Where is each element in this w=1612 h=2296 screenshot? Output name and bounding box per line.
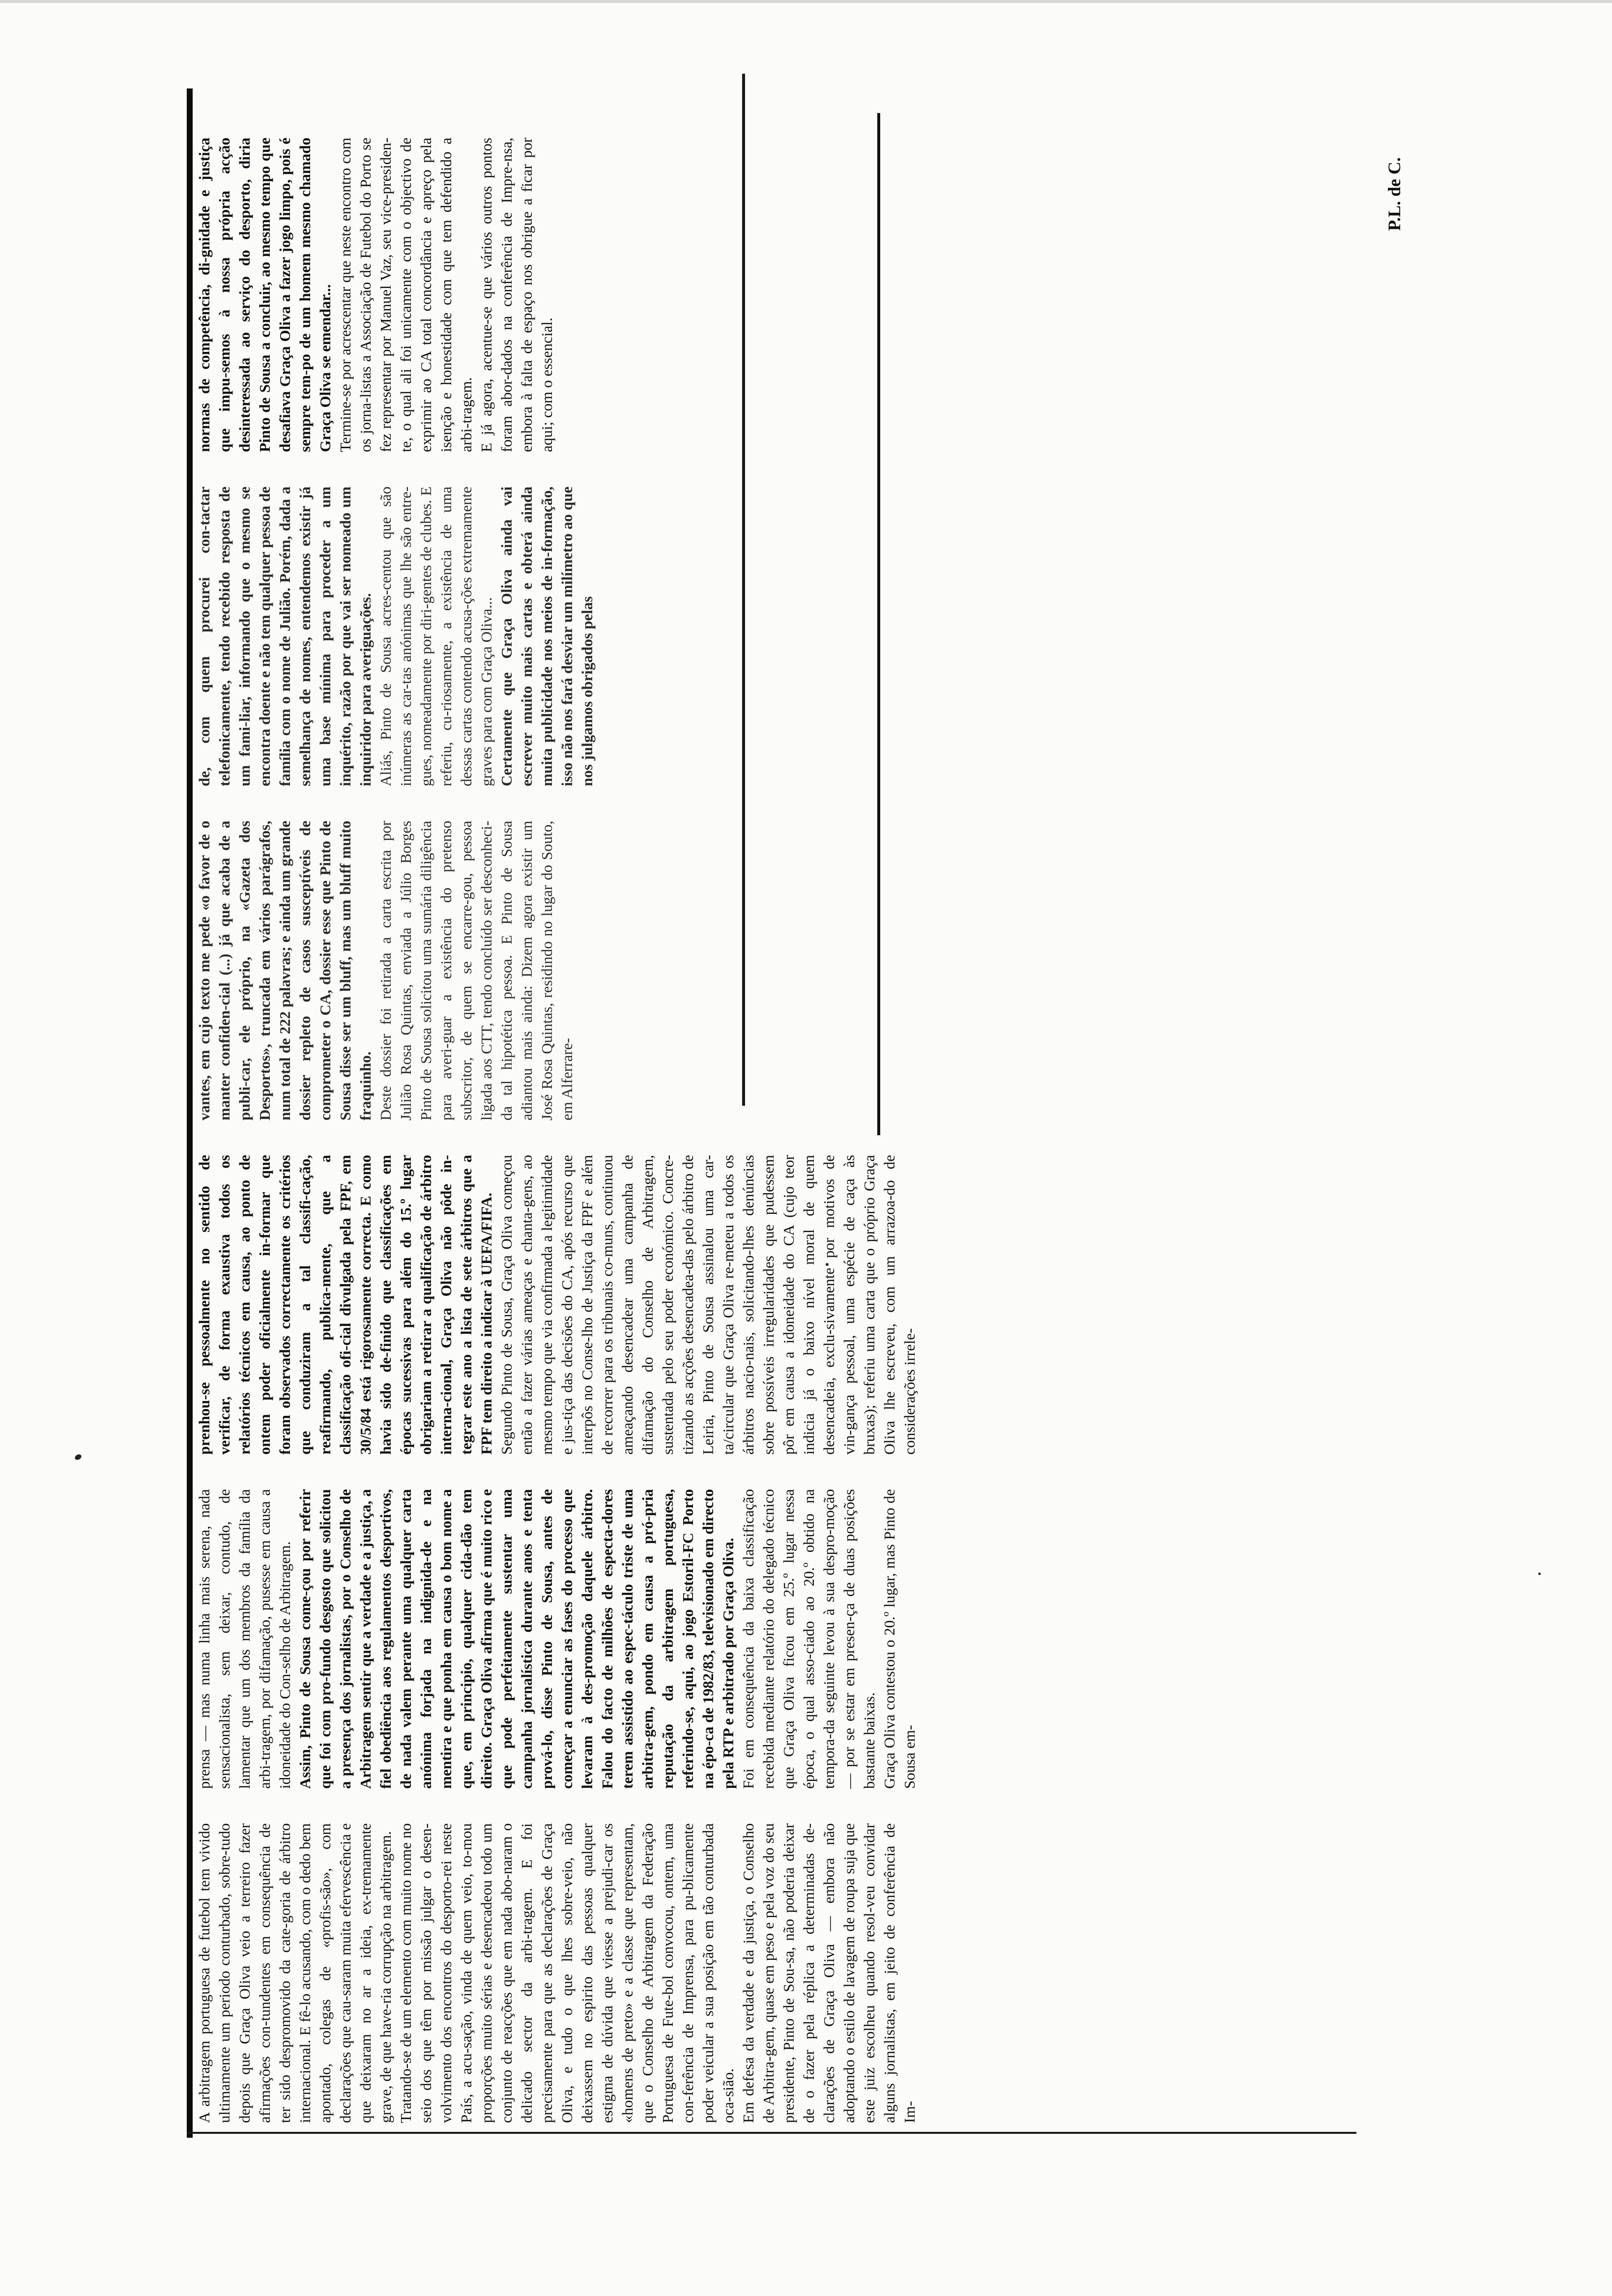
article-column-3 (194, 1155, 1492, 1455)
paragraph: vantes, em cujo texto me pede «o favor de o manter confiden-cial (...) já que acaba de a publi-car, ele próprio, na «Gazeta dos Desportos», truncada em vários parágrafos, num total de 222 palavras; e ainda um grande dossier repleto de casos susceptíveis de comprometer o CA, dossier esse que Pinto de Sousa disse ser um bluff, mas um bluff muito fraquinho. (196, 821, 374, 1120)
newspaper-article (194, 98, 1492, 2123)
paragraph: de, com quem procurei con-tactar telefonicamente, tendo recebido resposta de um fami-liar, informando que o mesmo se encontra doente e não tem qualquer pessoa de família com o nome de Julião. Porém, dada a semelhança de nomes, entendemos existir já uma base mínima para proceder a um inquérito, razão por que vai ser nomeado um inquiridor para averiguações. (196, 487, 374, 786)
paragraph: Foi em consequência da baixa classificação recebida mediante relatório do delegado técnico que Graça Oliva ficou em 25.º lugar nessa época, o qual asso-ciado ao 20.º obtido na tempora-da seguinte levou à sua despro-moção — por se estar em presen-ça de duas posições bastante baixas. (740, 1489, 878, 1789)
paragraph: Em defesa da verdade e da justiça, o Conselho de Arbitra-gem, quase em peso e pela voz do seu presidente, Pinto de Sou-sa, não poderia deixar de o fazer pela réplica a determinadas de-clarações de Graça Oliva — embora não adoptando o estilo de lavagem de roupa suja que este juiz escolheu quando resol-veu convidar alguns jornalistas, em jeito de conferência de Im- (740, 1823, 918, 2123)
paragraph: Tratando-se de um elemento com muito nome no seio dos que têm por missão julgar o desen-volvimento dos encontros do desporto-rei neste País, a acu-sação, vinda de quem veio, to-mou proporções muito sérias e desencadeou todo um conjunto de reacções que em nada abo-naram o delicado sector da arbi-tragem. E foi precisamente para que as declarações de Graça Oliva, e tudo o que lhes sobre-veio, não deixassem no espirito das pessoas qualquer estigma de dúvida que viesse a prejudi-car os «homens de preto» e a classe que representam, que o Conselho de Arbitragem da Federação Portuguesa de Fute-bol convocou, ontem, uma con-ferência de Imprensa, para pu-blicamente poder veicular a sua posição em tão conturbada oca-sião. (397, 1823, 737, 2123)
page-bottom-rule (187, 2132, 1356, 2134)
ink-speck (74, 1453, 82, 1461)
paragraph: Assim, Pinto de Sousa come-çou por referir que foi com pro-fundo desgosto que solicitou a presença dos jornalistas, por o Conselho de Arbitragem sentir que a verdade e a justiça, a fiel obediência aos regulamentos desportivos, de nada valem perante uma qualquer carta anónima forjada na indignida-de e na mentira e que ponha em causa o bom nome a que, em principio, qualquer cida-dão tem direito. Graça Oliva afirma que é muito rico e que pode perfeitamente sustentar uma campanha jornalística durante anos e tenta prová-lo, disse Pinto de Sousa, antes de começar a enunciar as fases do processo que levaram à des-promoção daquele árbitro. Falou do facto de milhões de especta-dores terem assistido ao espec-táculo triste de uma arbitra-gem, pondo em causa a pró-pria reputação da arbitragem portuguesa, referindo-se, aqui, ao jogo Estoril-FC Porto na épo-ca de 1982/83, televisionado em directo pela RTP e arbitrado por Graça Oliva. (296, 1489, 737, 1789)
paragraph: prenhou-se pessoalmente no sentido de verificar, de forma exaustiva todos os relatórios técnicos em causa, ao ponto de ontem poder oficialmente in-formar que foram observados correctamente os critérios que conduziram a tal classifi-cação, reafirmando, publica-mente, que a classificação ofi-cial divulgada pela FPF, em 30/5/84 está rigorosamente correcta. E como havia sido de-finido que classificações em épocas sucessivas para além do 15.º lugar obrigariam a retirar a qualificação de árbitro interna-cional, Graça Oliva não pôde in-tegrar este ano a lista de sete árbitros que a FPF tem direito a indicar à UEFA/FIFA. (196, 1155, 495, 1455)
paragraph: normas de competência, di-gnidade e justiça que impu-semos à nossa própria acção desinteressada ao serviço do desporto, diria Pinto de Sousa a concluir, ao mesmo tempo que desafiava Graça Oliva a fazer jogo limpo, pois é sempre tem-po de um homem mesmo chamado Graça Oliva se emendar... (196, 138, 334, 452)
paragraph: Aliás, Pinto de Sousa acres-centou que são inúmeras as car-tas anónimas que lhe são entre-gues, nomeadamente por diri-gentes de clubes. E referiu, cu-riosamente, a existência de uma dessas cartas contendo acusa-ções extremamente graves para com Graça Oliva... (377, 487, 495, 786)
paragraph: prensa — mas numa linha mais serena, nada sensacionalista, sem deixar, contudo, de lamentar que um dos membros da família da arbi-tragem, por difamação, pusesse em causa a idoneidade do Con-selho de Arbitragem. (196, 1489, 293, 1789)
scan-top-edge (0, 0, 1612, 3)
paragraph: A arbitragem portuguesa de futebol tem vivido ultimamente um periodo conturbado, sobre-tudo depois que Graça Oliva veio a terreiro fazer afirmações con-tundentes em consequência de ter sido despromovido da cate-goria de árbitro internacional. E fê-lo acusando, com o dedo bem apontado, colegas de «profis-são», com declarações que cau-saram muita efervescência e que deixaram no ar a ideia, ex-tremamente grave, de que have-ria corrupção na arbitragem. (196, 1823, 394, 2123)
article-column-4 (194, 821, 858, 1120)
paragraph: Deste dossier foi retirada a carta escrita por Julião Rosa Quintas, enviada a Júlio Borges Pinto de Sousa solicitou uma sumária diligência para averi-guar a existência do pretenso subscritor, de quem se encarre-gou, pessoa ligada aos CTT, tendo concluído ser desconheci-da tal hipotética pessoa. E Pinto de Sousa adiantou mais ainda: Dizem agora existir um José Rosa Quintas, residindo no lugar do Souto, em Alferrare- (377, 821, 576, 1120)
article-column-6 (194, 138, 858, 452)
paragraph: Segundo Pinto de Sousa, Graça Oliva começou então a fazer várias ameaças e chanta-gens, ao mesmo tempo que via confirmada a legitimidade e jus-tiça das decisões do CA, após recurso que interpôs no Conse-lho de Justiça da FPF e além de recorrer para os tribunais co-muns, continuou ameaçando desencadear uma campanha de difamação do Conselho de Arbitragem, sustentada pelo seu poder económico. Concre-tizando as acções desencadea-das pelo árbitro de Leiria, Pinto de Sousa assinalou uma car-ta/circular que Graça Oliva re-meteu a todos os árbitros nacio-nais, solicitando-lhes denúncias sobre possíveis irregularidades que pudessem pôr em causa a idoneidade do CA (cujo teor indicia já o baixo nível moral de quem desencadeia, exclu-sivamente por motivos de vin-gança pessoal, uma espécie de caça às bruxas); referiu uma carta que o próprio Graça Oliva lhe escreveu, com um arrazoa-do de considerações irrele- (498, 1155, 918, 1455)
author-signature: P.L. de C. (1384, 157, 1404, 231)
article-column-2 (194, 1489, 1492, 1789)
paragraph: Termine-se por acrescentar que neste encontro com os jorna-listas a Associação de Futebol do Porto se fez representar por Manuel Vaz, seu vice-presiden-te, o qual ali foi unicamente com o objectivo de exprimir ao CA total concordância e apreço pela isenção e honestidade com que tem defendido a arbi-tragem. (337, 138, 475, 452)
article-column-1 (194, 1823, 1492, 2123)
ink-speck (1538, 1573, 1541, 1575)
page-frame-rule (187, 88, 193, 2138)
paragraph: Graça Oliva contestou o 20.º lugar, mas Pinto de Sousa em- (881, 1489, 918, 1789)
paragraph: Certamente que Graça Oliva ainda vai escrever muito mais cartas e obterá ainda muita publicidade nos meios de in-formação, isso não nos fará desviar um milímetro ao que nos julgamos obrigados pelas (498, 487, 596, 786)
paragraph: E já agora, acentue-se que vários outros pontos foram abor-dados na conferência de Impre-nsa, embora à falta de espaço nos obrigue a ficar por aqui; com o essencial. (478, 138, 555, 452)
article-column-5 (194, 487, 858, 786)
